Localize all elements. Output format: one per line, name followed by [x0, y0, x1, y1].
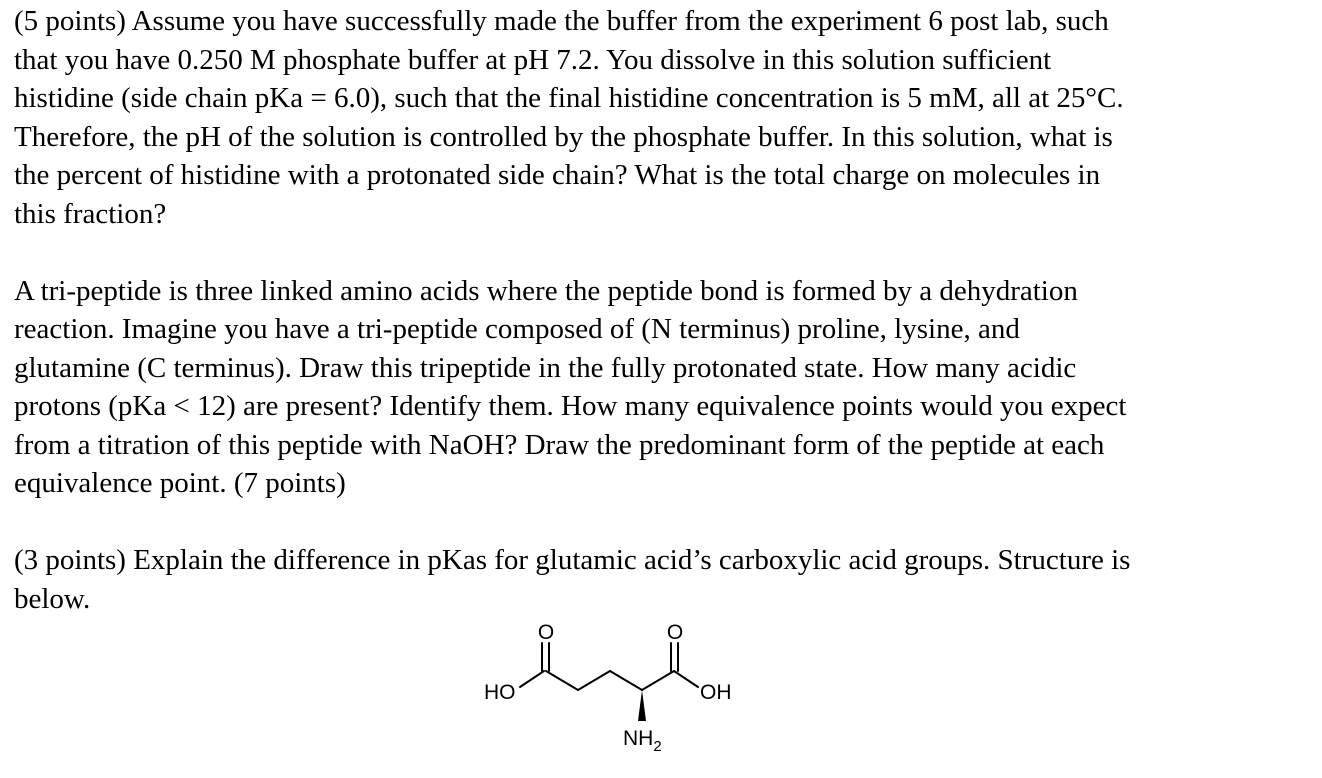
- bond-c1-c2: [546, 671, 578, 690]
- amine-label: [623, 727, 662, 755]
- question-1-line: histidine (side chain pKa = 6.0), such that the final histidine concentration is 5 mM, all at 25°C.: [14, 82, 1124, 114]
- question-2-line: from a titration of this peptide with NaOH? Draw the predominant form of the peptide at each: [14, 428, 1105, 461]
- bond-ho-c1: [520, 671, 544, 687]
- question-2-line: reaction. Imagine you have a tri-peptide composed of (N terminus) proline, lysine, and: [14, 313, 1020, 345]
- question-2-line: protons (pKa < 12) are present? Identify them. How many equivalence points would you expect: [14, 390, 1127, 422]
- amine-nh: NH: [623, 727, 654, 750]
- question-2-line: glutamine (C terminus). Draw this tripeptide in the fully protonated state. How many acidic: [14, 351, 1077, 384]
- carbonyl-oxygen-right: O: [666, 621, 684, 644]
- question-2-paragraph: [14, 272, 1314, 503]
- question-3-line: below.: [14, 582, 91, 615]
- bond-c2-c3: [578, 671, 610, 690]
- question-1-line: that you have 0.250 M phosphate buffer at pH 7.2. You dissolve in this solution sufficient: [14, 43, 1052, 76]
- question-3-line: (3 points) Explain the difference in pKas for glutamic acid’s carboxylic acid groups. Structure is: [14, 544, 1131, 576]
- question-1-line: (5 points) Assume you have successfully made the buffer from the experiment 6 post lab, such: [14, 5, 1109, 37]
- glutamic-acid-structure: [470, 615, 770, 775]
- document-page: [14, 2, 1314, 618]
- question-3-paragraph: [14, 541, 1314, 618]
- question-2-line: equivalence point. (7 points): [14, 467, 346, 499]
- question-1-paragraph: [14, 2, 1314, 233]
- bond-c3-c4: [610, 671, 642, 690]
- bond-c4-c5: [642, 671, 674, 690]
- amine-subscript: 2: [653, 738, 662, 755]
- hydroxyl-label-left: HO: [484, 681, 516, 704]
- wedge-bond-c4-nh2: [638, 690, 646, 721]
- question-1-line: the percent of histidine with a protonated side chain? What is the total charge on molecules in: [14, 159, 1101, 191]
- hydroxyl-label-right: OH: [700, 681, 732, 704]
- carbonyl-oxygen-left: O: [537, 621, 555, 644]
- question-2-line: A tri-peptide is three linked amino acids where the peptide bond is formed by a dehydration: [14, 274, 1078, 307]
- bond-c5-oh: [674, 671, 698, 687]
- question-1-line: Therefore, the pH of the solution is controlled by the phosphate buffer. In this solution, what is: [14, 120, 1113, 153]
- question-1-line: this fraction?: [14, 197, 167, 230]
